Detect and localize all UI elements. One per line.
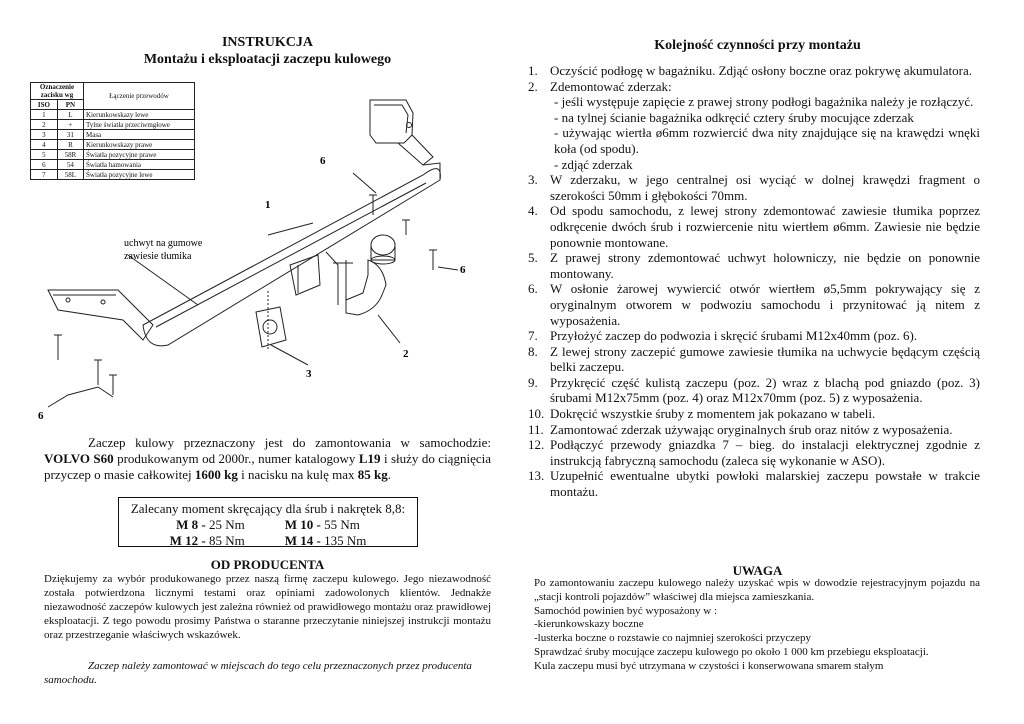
label-pos-6-left: 6: [38, 410, 44, 422]
step-text: [550, 172, 980, 203]
uwaga-p2: Samochód powinien być wyposażony w :: [534, 604, 717, 617]
intro-load: 85 kg: [357, 467, 388, 482]
socket-hole: [263, 320, 277, 334]
step-number: 7.: [528, 328, 538, 344]
step-text: [550, 203, 980, 250]
table-cell-desc: Tylne światła przeciwmgłowe: [84, 120, 195, 130]
step-text: [550, 422, 980, 438]
table-cell-pn: L: [57, 110, 83, 120]
torque-m12: M 12 - 85 Nm: [169, 533, 245, 548]
step-line: Dokręcić wszystkie śruby z momentem jak pokazano w tabeli.: [550, 406, 876, 422]
table-cell-iso: 6: [31, 160, 58, 170]
left-bracket: [48, 290, 153, 340]
torque-m10: M 10 - 55 Nm: [284, 517, 360, 532]
step-line: Z lewej strony zaczepić gumowe zawiesie tłumika na uchwycie będącym częścią belki zaczepu.: [550, 343, 980, 375]
bolt-left-b: [94, 360, 102, 385]
torque-title: Zalecany moment skręcający dla śrub i nakrętek 8,8:: [130, 501, 406, 516]
step-line: Od spodu samochodu, z lewej strony zdemontować zawiesie tłumika poprzez odkręcenie dwóch śrub i rozwiercenie nitu wiertłem ø6mm. Zawiesie nie będzie ponownie montowane.: [550, 203, 980, 250]
table-cell-iso: 3: [31, 130, 58, 140]
step-item: [528, 437, 980, 468]
table-header-pn: PN: [57, 100, 83, 110]
table-cell-iso: 4: [31, 140, 58, 150]
table-cell-desc: Światła pozycyjne prawe: [84, 150, 195, 160]
towbar-diagram: [28, 95, 503, 425]
step-text: [550, 328, 980, 344]
bolt-left-c: [109, 375, 117, 395]
step-item: [528, 250, 980, 281]
leader-2: [378, 315, 400, 343]
step-number: 13.: [528, 468, 545, 484]
step-text: [550, 281, 980, 328]
steps-list: [528, 63, 980, 500]
step-number: 1.: [528, 63, 538, 78]
uwaga-p1: Po zamontowaniu zaczepu kulowego należy uzyskać wpis w dowodzie rejestracyjnym pojazdu na „stacji kontroli pojazdów” właściwej dla miejsca zamieszkania.: [534, 577, 980, 603]
torque-m8: M 8 - 25 Nm: [176, 517, 245, 532]
step-text: [550, 468, 980, 499]
intro-mass: 1600 kg: [194, 467, 238, 482]
step-line: Przykręcić część kulistą zaczepu (poz. 2) wraz z blachą pod gniazdo (poz. 3) śrubami M12x75mm (poz. 4) oraz M12x70mm (poz. 5) z wyposażenia.: [550, 374, 980, 406]
bracket-arm: [398, 135, 433, 165]
table-cell-pn: 54: [57, 160, 83, 170]
step-item: [528, 203, 980, 250]
right-title: Kolejność czynności przy montażu: [654, 38, 861, 53]
step-line: Oczyścić podłogę w bagażniku. Zdjąć osłony boczne oraz pokrywę akumulatora.: [550, 63, 972, 78]
step-number: 10.: [528, 406, 545, 422]
step-number: 9.: [528, 374, 538, 390]
step-text: [550, 63, 980, 79]
label-pos-3: 3: [306, 368, 312, 380]
uwaga-p3: -kierunkowskazy boczne: [534, 618, 644, 631]
table-cell-iso: 1: [31, 110, 58, 120]
step-subitem: - jeśli występuje zapięcie z prawej strony podłogi bagażnika należy je rozłączyć.: [554, 94, 974, 110]
step-item: [528, 344, 980, 375]
intro-text: i nacisku na kulę max: [237, 467, 358, 482]
producer-body: Dziękujemy za wybór produkowanego przez naszą firmę zaczepu kulowego. Jego niezawodność została potwierdzona licznymi testami oraz opiniami zadowolonych klientów. Jednakże niezawodność zaczepów kulowych jest zależna również od prawidłowego montażu oraz prawidłowej eksploatacji. Z tego powodu prosimy Państwa o staranne przeczytanie niniejszej instrukcji montażu oraz przestrzeganie właściwych wskazówek.: [44, 573, 491, 641]
table-cell-pn: 31: [57, 130, 83, 140]
producer-note: [44, 659, 491, 687]
step-line: W osłonie żarowej wywiercić otwór wiertłem ø5,5mm pokrywający się z oryginalnym otworem w podwoziu samochodu i przynitować ją nitem z wyposażenia.: [550, 281, 980, 328]
intro-car: VOLVO S60: [44, 451, 114, 466]
step-item: [528, 172, 980, 203]
title-instrukcja: INSTRUKCJA: [221, 35, 313, 50]
step-text: [550, 437, 980, 468]
table-cell-iso: 7: [31, 170, 58, 180]
step-text: [550, 344, 980, 375]
leader-3: [271, 345, 308, 365]
table-header-designation: Oznaczenie zacisku wg: [31, 83, 84, 100]
right-bracket: [370, 100, 413, 143]
ball-neck: [346, 260, 386, 315]
torque-box: [118, 497, 418, 547]
table-cell-pn: 58R: [57, 150, 83, 160]
step-number: 5.: [528, 250, 538, 266]
title-subtitle: Montażu i eksploatacji zaczepu kulowego: [143, 52, 392, 67]
step-number: 12.: [528, 437, 545, 453]
leader-1: [268, 223, 313, 235]
step-item: [528, 375, 980, 406]
uwaga-heading: UWAGA: [732, 563, 783, 578]
table-cell-iso: 2: [31, 120, 58, 130]
bolt-a: [326, 252, 338, 305]
step-subitem: - używając wiertła ø6mm rozwiercić dwa nity znajdujące się na krawędzi wnęki koła (od spodu).: [554, 125, 980, 156]
intro-text: produkowanym od 2000r., numer katalogowy: [113, 451, 359, 466]
table-cell-desc: Kierunkowskazy prawe: [84, 140, 195, 150]
step-item: [528, 422, 980, 438]
step-subitem: - na tylnej ścianie bagażnika odkręcić cztery śruby mocujące zderzak: [554, 109, 914, 125]
intro-catalog: L19: [358, 451, 381, 466]
right-bracket-edge: [374, 105, 408, 133]
tow-ball: [371, 235, 395, 255]
step-number: 11.: [528, 421, 544, 437]
left-hole-b: [101, 300, 105, 304]
table-cell-pn: 58L: [57, 170, 83, 180]
uwaga-p4: -lusterka boczne o rozstawie co najmniej szerokości przyczepy: [534, 632, 812, 645]
table-header-iso: ISO: [31, 100, 58, 110]
step-line: Z prawej strony zdemontować uchwyt holowniczy, nie będzie on ponownie montowany.: [550, 250, 980, 281]
producer-heading: OD PRODUCENTA: [210, 557, 325, 572]
step-item: [528, 63, 980, 79]
bolt-right-b: [429, 250, 437, 270]
step-number: 3.: [528, 172, 538, 188]
bolt-top-right: [369, 195, 377, 215]
step-text: [550, 250, 980, 281]
left-title: [40, 34, 495, 68]
step-number: 4.: [528, 203, 538, 219]
step-number: 2.: [528, 78, 538, 94]
table-cell-iso: 5: [31, 150, 58, 160]
uwaga-p6: Kula zaczepu musi być utrzymana w czystości i konserwowana smarem stałym: [534, 659, 884, 672]
table-cell-desc: Światła pozycyjne lewe: [84, 170, 195, 180]
tube-end: [423, 163, 440, 180]
intro-text: i służy do ciągnięcia przyczep o masie całkowitej: [44, 451, 491, 482]
step-subitem: - zdjąć zderzak: [554, 156, 633, 172]
label-pos-2: 2: [403, 348, 409, 360]
table-cell-pn: R: [57, 140, 83, 150]
leader-6-top: [353, 173, 376, 193]
step-line: Przyłożyć zaczep do podwozia i skręcić śrubami M12x40mm (poz. 6).: [550, 328, 918, 344]
step-number: 6.: [528, 281, 538, 297]
step-text: [550, 406, 980, 422]
table-cell-desc: Kierunkowskazy lewe: [84, 110, 195, 120]
diagram-note-line2: zawiesie tłumika: [124, 251, 192, 262]
intro-text: Zaczep kulowy przeznaczony jest do zamontowania w samochodzie:: [88, 435, 491, 450]
table-header-connection: Łączenie przewodów: [84, 83, 195, 110]
diagram-note-line1: uchwyt na gumowe: [124, 238, 203, 249]
bolt-left-a: [54, 335, 62, 360]
label-pos-6-top: 6: [320, 155, 326, 167]
uwaga-p5: Sprawdzać śruby mocujące zaczepu kulowego po około 1 000 km przebiegu eksploatacji.: [534, 645, 929, 658]
step-item: [528, 406, 980, 422]
step-line: Zamontować zderzak używając oryginalnych śrub oraz nitów z wyposażenia.: [550, 421, 953, 437]
step-line: Podłączyć przewody gniazdka 7 – bieg. do instalacji elektrycznej zgodnie z instrukcją fabryczną samochodu (zaleca się wykonanie w ASO).: [550, 437, 980, 468]
step-item: [528, 468, 980, 499]
socket-plate: [256, 307, 286, 347]
leader-note: [128, 255, 198, 305]
step-line: Uzupełnić ewentualne ubytki powłoki malarskiej zaczepu powstałe w trakcie montażu.: [550, 468, 980, 500]
step-item: [528, 328, 980, 344]
step-text: [550, 375, 980, 406]
intro-paragraph: [44, 435, 491, 483]
intro-text: .: [387, 467, 391, 482]
label-pos-6-right: 6: [460, 264, 466, 276]
step-item: [528, 281, 980, 328]
label-pos-1: 1: [265, 199, 271, 211]
step-line: Zdemontować zderzak:: [550, 78, 672, 94]
uwaga-body: [534, 577, 980, 674]
step-text: [550, 79, 980, 173]
step-line: W zderzaku, w jego centralnej osi wyciąć w dolnej krawędzi fragment o szerokości 50mm i głębokości 70mm.: [550, 172, 980, 203]
producer-note-text: Zaczep należy zamontować w miejscach do tego celu przeznaczonych przez producenta samochodu.: [44, 660, 472, 686]
left-hole-a: [66, 298, 70, 302]
leader-6-right: [438, 267, 458, 270]
bolt-right-a: [402, 220, 410, 235]
torque-m14: M 14 - 135 Nm: [284, 533, 367, 548]
table-cell-desc: Masa: [84, 130, 195, 140]
table-cell-pn: +: [57, 120, 83, 130]
center-mount: [290, 255, 320, 295]
step-number: 8.: [528, 343, 538, 359]
leader-6-left: [48, 387, 113, 407]
table-cell-desc: Światła hamowania: [84, 160, 195, 170]
step-item: [528, 79, 980, 173]
